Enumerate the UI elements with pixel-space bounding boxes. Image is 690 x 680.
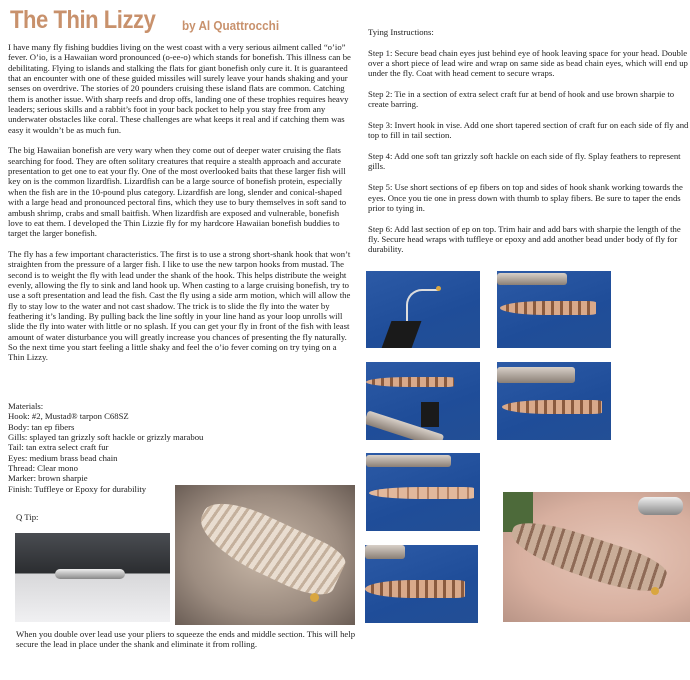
article-header	[10, 6, 280, 35]
fly-body-shape	[369, 487, 474, 499]
paragraph: I have many fly fishing buddies living on the west coast with a very serious ailment called “o’io” fever. O’io, is a Hawaiian word pronounced (o-ee-o) which stands for bonefish. This illness can be debilitating. Flying to islands and stalking the flats for giant bonefish only cure it. It is guaranteed that an encounter with one of these guided missiles will surely leave your hands shaking and your senses on overdrive. The stories of 20 pounders cruising these island flats are common. Catching them is another issue. With sharp reefs and drop offs, landing one of these trophies requires heavy leaders; serious skills and a rabbit’s foot in your back pocket to help you stay free from any underwater obstacles like coral. These challenges are what keeps it real and if catching them was easy it wouldn’t be as much fun.	[8, 42, 351, 135]
step: Step 5: Use short sections of ep fibers on top and sides of hook shank working towards the eyes. Once you tie one in press down with thumb to splay fibers. Be sure to taper the ends prior to tying in.	[368, 182, 683, 213]
lead-wire-shape	[55, 569, 125, 579]
step: Step 4: Add one soft tan grizzly soft hackle on each side of fly. Splay feathers to represent gills.	[368, 151, 681, 172]
fly-body-shape	[365, 580, 465, 598]
article-title: The Thin Lizzy	[10, 6, 156, 34]
bead-eye-shape	[436, 286, 441, 291]
vise-shape	[497, 367, 575, 383]
vise-shape	[366, 455, 451, 467]
step: Step 6: Add last section of ep on top. Trim hair and add bars with sharpie the length of the fly. Secure head wraps with tuffleye or epoxy and add another bead under body of fly for durability.	[368, 223, 681, 255]
qtip-photo	[15, 533, 170, 622]
step: Step 2: Tie in a section of extra select craft fur at bend of hook and use brown sharpie to create barring.	[368, 89, 675, 110]
fly-body-shape	[366, 377, 454, 387]
qtip-heading: Q Tip:	[16, 512, 39, 522]
material-item: Thread: Clear mono	[8, 463, 78, 474]
hook-shape	[406, 289, 438, 321]
fly-body-shape	[502, 400, 602, 414]
article-body	[8, 42, 353, 373]
ring-shape	[638, 497, 683, 515]
paragraph: The fly has a few important characteristics. The first is to use a strong short-shank hook that won’t straighten from the pressure of a larger fish. I like to use the new tarpon hooks from mustad. The second is to weight the fly with lead under the shank of the hook. This helps distribute the weight evenly, allowing the fly to sink and land hook up. When casting to a large cruising bonefish, try to use a soft presentation and lead the fish. Cast the fly using a side arm motion, which will allow the fly to stay low to the water and not cast shadow. The trick is to slide the fly into the water by feathering it’s landing. By pulling back the line softly in your line hand as your loop unrolls will slide the fly into water with little or no splash. If you can get your fly in front of the fish with least amount of water disturbance you will greatly increase you chances of presenting the fly naturally. So the next time you start feeling a little shaky and feel the o’io fever coming on try tying on a Thin Lizzy.	[8, 248, 351, 363]
material-item: Gills: splayed tan grizzly soft hackle or grizzly marabou	[8, 432, 204, 443]
fly-body-shape	[506, 513, 671, 600]
fly-in-hand-photo	[503, 492, 690, 622]
material-item: Eyes: medium brass bead chain	[8, 452, 118, 463]
qtip-caption: When you double over lead use your pliers to squeeze the ends and middle section. This will help secure the lead in place under the shank and eliminate it from rolling.	[16, 629, 356, 650]
bead-eye-shape	[651, 587, 659, 595]
step-5-photo	[366, 453, 480, 531]
material-item: Finish: Tuffleye or Epoxy for durability	[8, 483, 147, 494]
paragraph: The big Hawaiian bonefish are very wary when they come out of deeper water cruising the flats searching for food. They are often solitary creatures that require a stealth approach and accurate presentation to get one to eat your fly. One of the most overlooked baits that these larger fish will key on is the common lizardfish. Lizardfish can be a large source of bonefish protein, especially when the fish are in the 10-pound plus category. Lizardfish are long, slender and conical-shaped with a large head and pronounced pectoral fins, which they use to bury themselves in soft sand to ambush shrimp, crabs and small baitfish. When lizardfish are exposed and vulnerable, bonefish love to eat them. I developed the Thin Lizzie fly for my hardcore Hawaiian bonefish buddies to target the larger bonefish.	[8, 145, 347, 239]
material-item: Marker: brown sharpie	[8, 473, 88, 484]
step-2-photo	[497, 271, 611, 348]
instructions-heading: Tying Instructions:	[368, 27, 434, 37]
article-byline: by Al Quattrocchi	[182, 18, 280, 33]
step: Step 3: Invert hook in vise. Add one short tapered section of craft fur on each side of fly and top to fill in tail section.	[368, 120, 689, 141]
materials-list	[8, 401, 204, 494]
step-4-photo	[497, 362, 611, 440]
finished-fly-photo	[175, 485, 355, 625]
bead-eye-shape	[310, 593, 319, 602]
vise-jaw-shape	[421, 402, 439, 427]
step-1-photo	[366, 271, 480, 348]
fly-body-shape	[500, 301, 596, 315]
vise-jaw-shape	[381, 321, 422, 348]
step: Step 1: Secure bead chain eyes just behind eye of hook leaving space for your head. Double over a short piece of lead wire and wrap on same side as bead chain eyes, which will end up under the fly. Coat with head cement to secure wraps.	[368, 47, 688, 79]
tying-instructions	[368, 27, 690, 265]
materials-heading: Materials:	[8, 401, 44, 411]
material-item: Tail: tan extra select craft fur	[8, 442, 109, 453]
step-6-photo	[365, 545, 478, 623]
material-item: Hook: #2, Mustad® tarpon C68SZ	[8, 411, 129, 422]
step-3-photo	[366, 362, 480, 440]
fly-body-shape	[190, 491, 349, 604]
vise-shape	[365, 545, 405, 559]
material-item: Body: tan ep fibers	[8, 421, 75, 432]
vise-shape	[497, 273, 567, 285]
